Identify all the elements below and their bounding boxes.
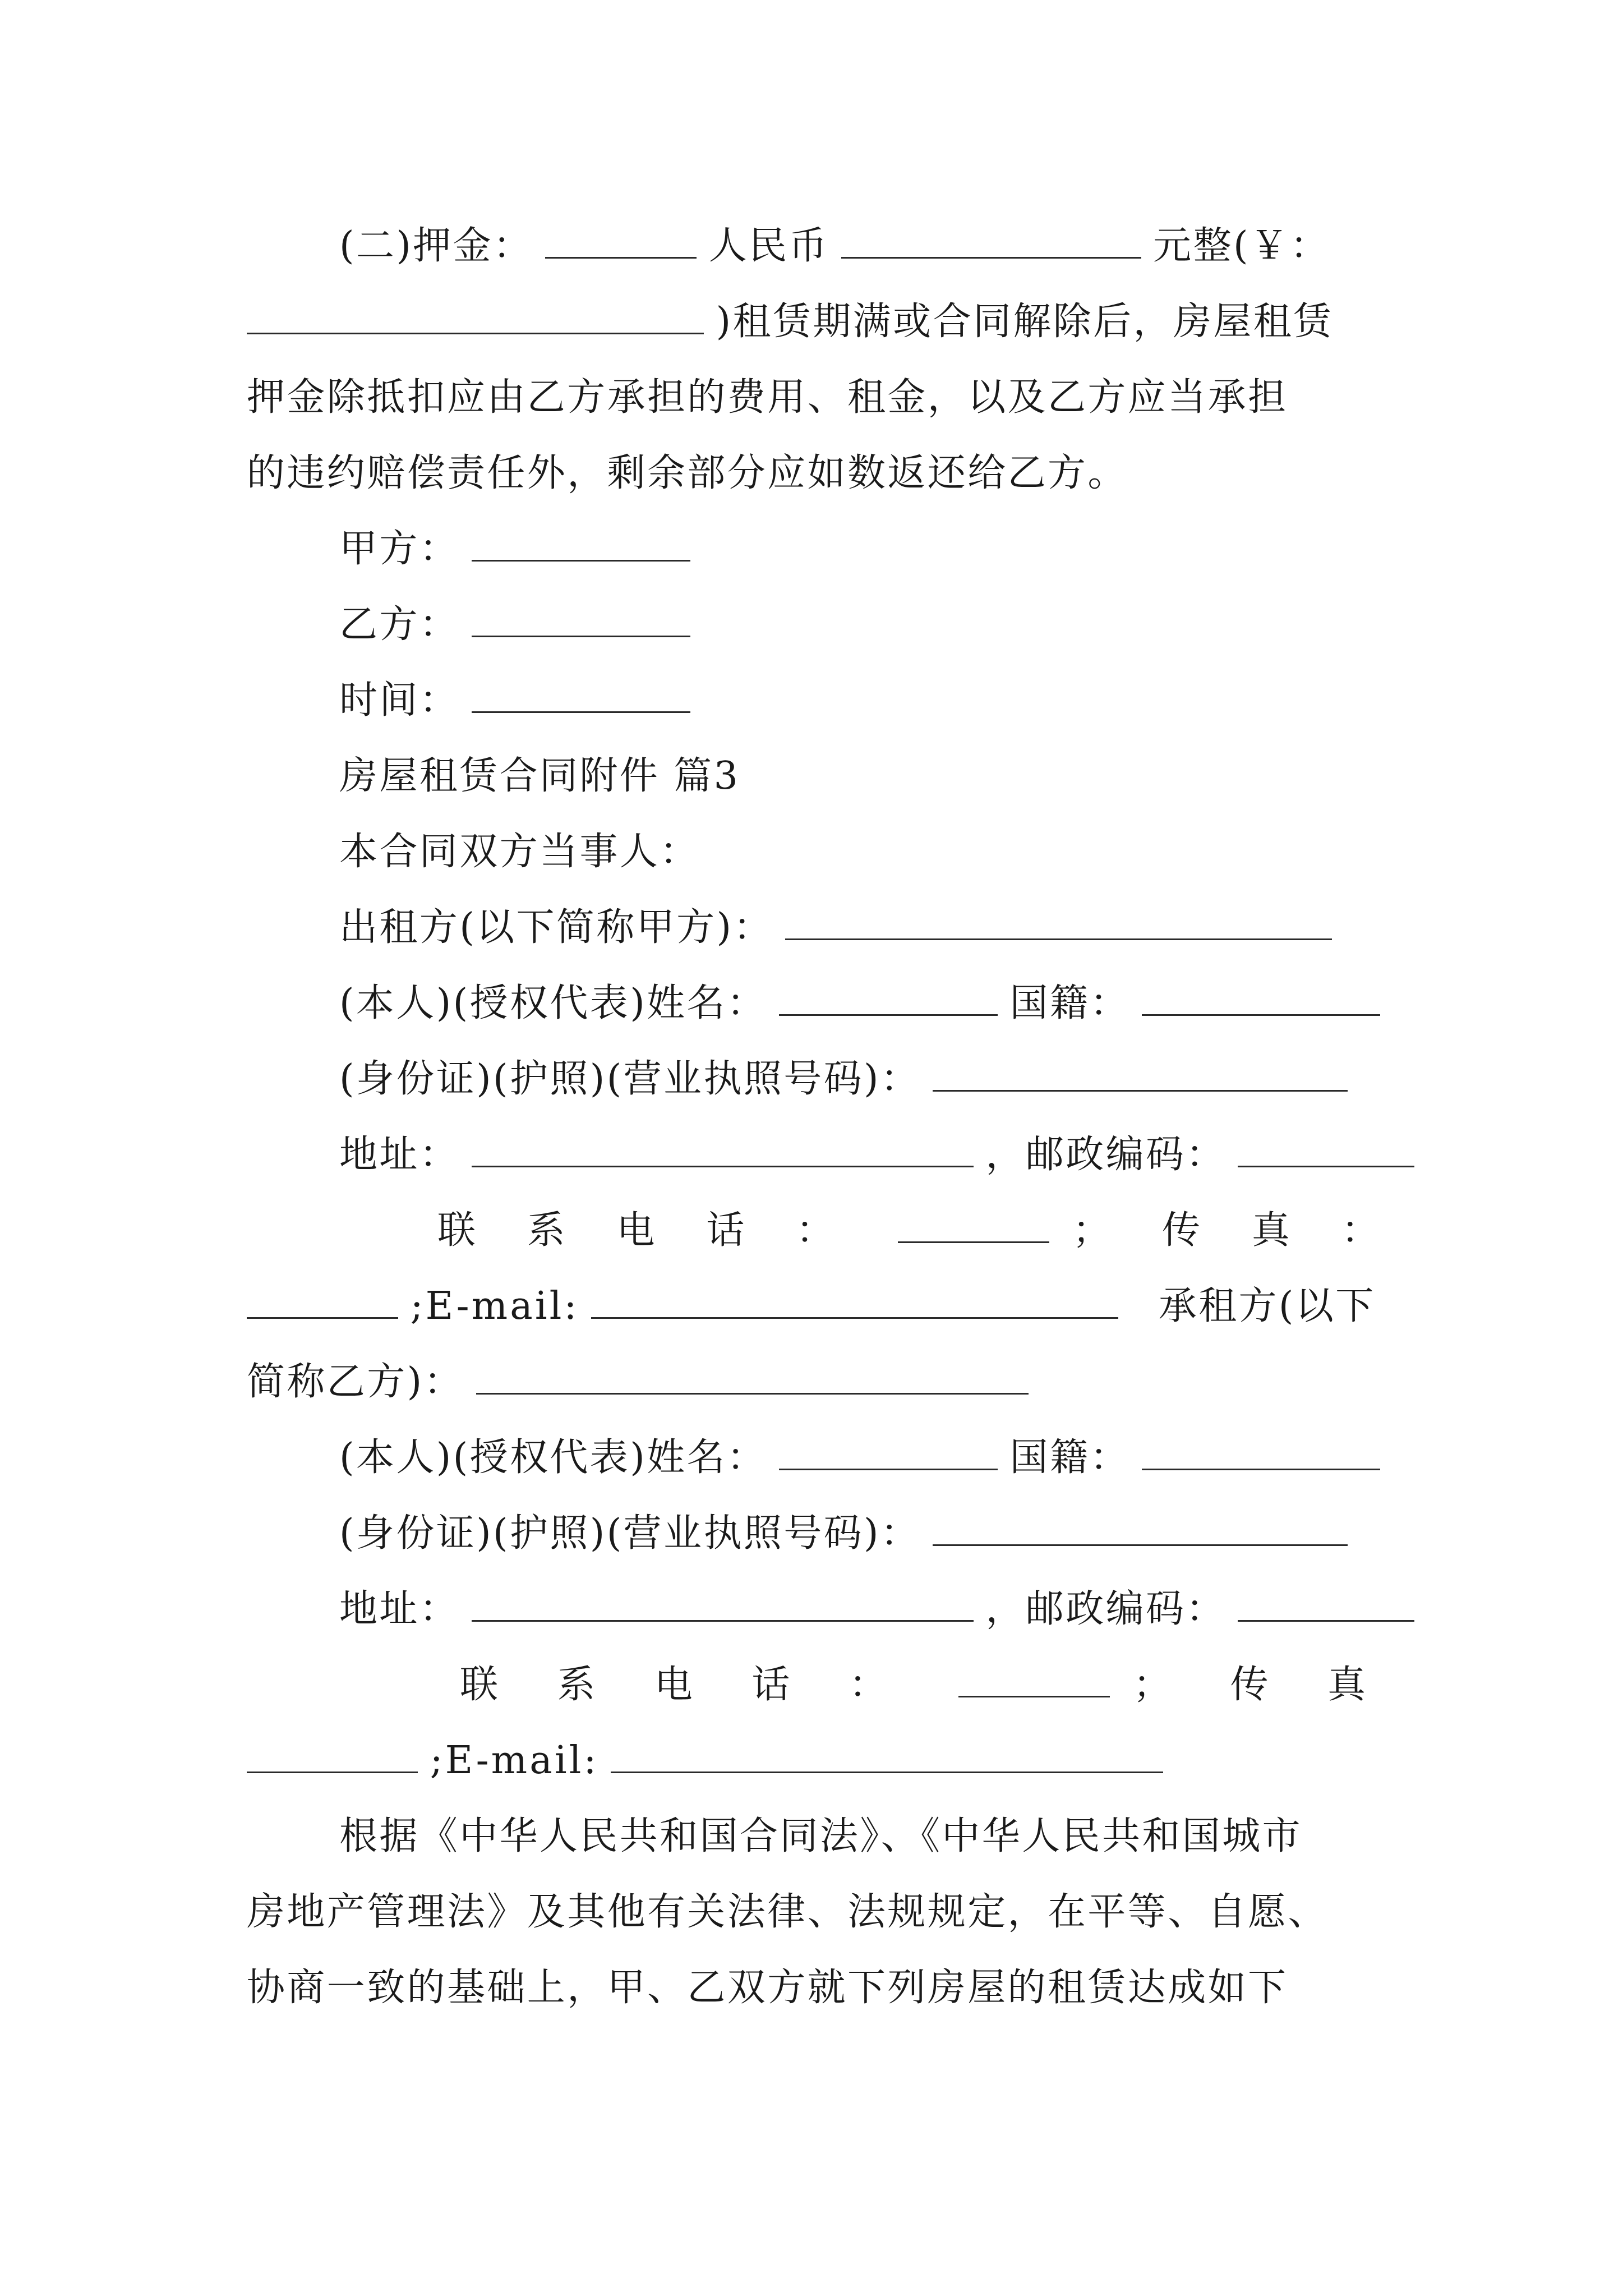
closing-line-1 — [339, 1798, 1391, 1875]
lessor-email-blank[interactable] — [591, 1282, 1118, 1319]
lessee-nationality-label: 国籍： — [1009, 1435, 1130, 1480]
lessee-name-label: (本人)(授权代表)姓名： — [339, 1435, 767, 1480]
lessee-address-label: 地址： — [339, 1587, 460, 1631]
lessee-phone-label: 联系电话： — [460, 1663, 947, 1707]
lessor-label: 出租方(以下简称甲方)： — [339, 905, 773, 950]
deposit-line-3 — [247, 359, 1391, 436]
lessee-id-blank[interactable] — [933, 1510, 1348, 1546]
party-b-signature-row — [339, 586, 1391, 664]
lessor-id-blank[interactable] — [933, 1055, 1348, 1092]
lessee-postcode-label: ，邮政编码： — [985, 1587, 1226, 1631]
lessor-fax-label: ；传真： — [1072, 1208, 1431, 1253]
lessor-nationality-label: 国籍： — [1009, 981, 1130, 1025]
lessee-email-row — [247, 1722, 1391, 1800]
deposit-line-4 — [247, 435, 1391, 512]
lessor-address-blank[interactable] — [472, 1131, 974, 1167]
deposit-label: (二)押金： — [339, 224, 533, 268]
lessor-postcode-label: ，邮政编码： — [985, 1133, 1226, 1177]
lessor-address-row — [339, 1116, 1391, 1194]
lessor-phone-row — [247, 1192, 1431, 1269]
lessee-name-blank[interactable] — [476, 1358, 1029, 1395]
lessee-postcode-blank[interactable] — [1238, 1585, 1414, 1622]
party-a-signature-row — [339, 510, 1391, 588]
deposit-yuan: 元整(￥： — [1153, 224, 1330, 268]
deposit-line-1 — [339, 208, 1391, 285]
lessor-phone-label: 联系电话： — [437, 1208, 886, 1253]
lessee-phone-blank[interactable] — [958, 1661, 1110, 1697]
party-b-label: 乙方： — [339, 602, 460, 647]
lessee-id-row — [339, 1495, 1391, 1572]
lessor-name-blank[interactable] — [785, 904, 1332, 940]
lessee-fax-blank[interactable] — [247, 1737, 418, 1773]
deposit-line-2 — [247, 283, 1391, 361]
lessee-label-part1: 承租方(以下 — [1158, 1284, 1376, 1328]
deposit-close-text: )租赁期满或合同解除后，房屋租赁 — [716, 300, 1334, 344]
lessee-id-label: (身份证)(护照)(营业执照号码)： — [339, 1511, 921, 1556]
deposit-text-4: 的违约赔偿责任外，剩余部分应如数返还给乙方。 — [247, 451, 1128, 495]
deposit-currency: 人民币 — [708, 224, 829, 268]
closing-text-1: 根据《中华人民共和国合同法》、《中华人民共和国城市 — [339, 1814, 1303, 1858]
time-blank[interactable] — [472, 677, 690, 713]
lessor-id-row — [339, 1041, 1391, 1118]
lessee-address-row — [339, 1571, 1391, 1648]
time-signature-row — [339, 662, 1391, 739]
lessor-name-label: (本人)(授权代表)姓名： — [339, 981, 767, 1025]
closing-line-3 — [247, 1949, 1391, 2027]
lessor-phone-blank[interactable] — [898, 1207, 1049, 1243]
lessee-fax-label: ；传真 — [1133, 1663, 1425, 1707]
lessee-nationality-blank[interactable] — [1142, 1434, 1380, 1470]
deposit-text-3: 押金除抵扣应由乙方承担的费用、租金，以及乙方应当承担 — [247, 375, 1288, 420]
lessor-address-label: 地址： — [339, 1133, 460, 1177]
section-title-text: 房屋租赁合同附件 篇3 — [339, 754, 740, 798]
lessor-id-label: (身份证)(护照)(营业执照号码)： — [339, 1057, 921, 1101]
closing-text-2: 房地产管理法》及其他有关法律、法规规定，在平等、自愿、 — [247, 1890, 1328, 1934]
party-b-blank[interactable] — [472, 601, 690, 637]
lessor-email-row — [247, 1268, 1391, 1345]
closing-line-2 — [247, 1874, 1391, 1951]
closing-text-3: 协商一致的基础上，甲、乙双方就下列房屋的租赁达成如下 — [247, 1966, 1288, 2010]
lessor-email-label: ;E-mail: — [410, 1284, 579, 1328]
parties-intro-text: 本合同双方当事人： — [339, 830, 700, 874]
section-title — [339, 738, 1391, 815]
parties-intro — [339, 813, 1391, 891]
lessee-phone-row — [247, 1646, 1425, 1724]
lessor-nationality-blank[interactable] — [1142, 979, 1380, 1016]
deposit-amount-blank[interactable] — [841, 222, 1141, 259]
lessee-person-blank[interactable] — [779, 1434, 998, 1470]
lessee-email-label: ;E-mail: — [430, 1738, 599, 1783]
lessor-postcode-blank[interactable] — [1238, 1131, 1414, 1167]
lessee-address-blank[interactable] — [472, 1585, 974, 1622]
lessee-email-blank[interactable] — [611, 1737, 1163, 1773]
party-a-label: 甲方： — [339, 527, 460, 571]
lessee-name-row — [339, 1419, 1391, 1497]
party-a-blank[interactable] — [472, 525, 690, 562]
lessee-row — [247, 1343, 1391, 1421]
lessor-name-row — [339, 965, 1391, 1042]
deposit-figure-blank[interactable] — [247, 298, 704, 334]
lessee-label-part2: 简称乙方)： — [247, 1360, 464, 1404]
lessor-person-blank[interactable] — [779, 979, 998, 1016]
deposit-blank-1[interactable] — [545, 222, 697, 259]
lessor-row — [339, 889, 1391, 967]
time-label: 时间： — [339, 678, 460, 723]
lessor-fax-blank[interactable] — [247, 1282, 398, 1319]
